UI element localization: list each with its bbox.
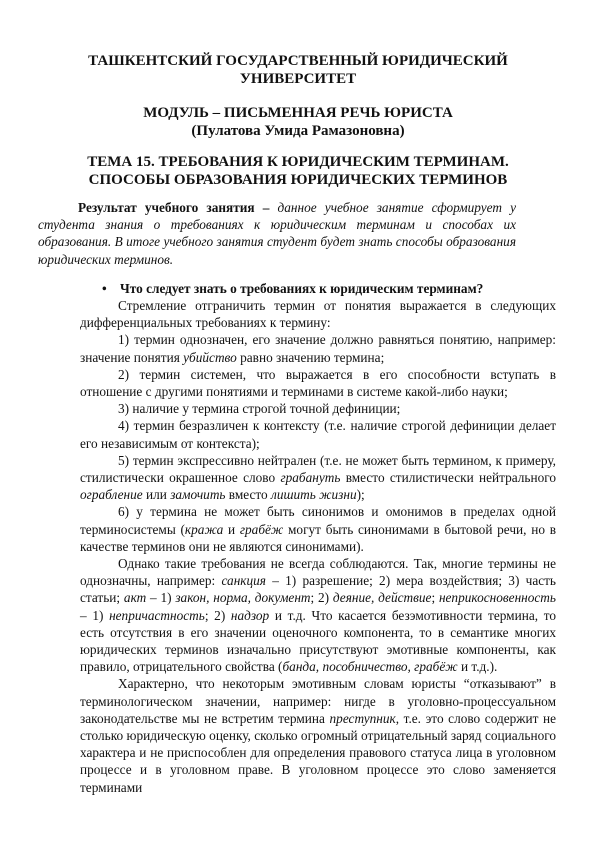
text-run: , т.е. это слово содержит не столько юридическую оценку, сколько огромный отрицательный заряд социального характера и не приспособлен для определения правового статуса лица в уголовном процессе и в уголовном праве. В уголовном процессе это слово заменяется терминами bbox=[80, 710, 556, 795]
module-title bbox=[60, 104, 536, 140]
italic-term: неприкосновенность bbox=[438, 590, 556, 606]
paragraph-item-2: 2) термин системен, что выражается в его способности вступать в отношение с другими понятиями и терминами в системе какой-либо науки; bbox=[80, 366, 556, 400]
university-title: ТАШКЕНТСКИЙ ГОСУДАРСТВЕННЫЙ ЮРИДИЧЕСКИЙ УНИВЕРСИТЕТ bbox=[88, 53, 508, 87]
paragraph-item-1 bbox=[80, 331, 556, 365]
italic-term: кража bbox=[184, 521, 224, 537]
question-heading bbox=[102, 280, 484, 297]
bullet-icon: • bbox=[102, 281, 107, 296]
paragraph-item-3: 3) наличие у термина строгой точной дефиниции; bbox=[118, 401, 401, 417]
module-name: МОДУЛЬ – ПИСЬМЕННАЯ РЕЧЬ ЮРИСТА bbox=[143, 105, 453, 121]
text-run: ); bbox=[356, 487, 365, 503]
text-run: Однако такие требования не всегда соблюдаются. Так, многие термины не однозначны, например: bbox=[80, 556, 556, 589]
text-run: ; 2) bbox=[204, 607, 231, 623]
paragraph-intro: Стремление отграничить термин от понятия выражается в следующих дифференциальных требованиях к термину: bbox=[80, 298, 556, 331]
text-run: 5) термин экспрессивно нейтрален (т.е. не может быть термином, к примеру, стилистически окрашенное слово bbox=[80, 452, 556, 486]
paragraph-exceptions bbox=[80, 555, 556, 675]
italic-term: лишить жизни bbox=[271, 487, 357, 503]
paragraph-item-5 bbox=[80, 452, 556, 504]
text-run: – 1) разрешение; 2) мера воздействия; 3) часть статьи; bbox=[80, 573, 556, 606]
italic-term: грабёж bbox=[239, 521, 284, 537]
text-run: – 1) bbox=[80, 607, 110, 623]
text-run: могут быть синонимами в бытовой речи, но в качестве терминов они не являются синонимами). bbox=[80, 521, 556, 554]
text-run: 6) у термина не может быть синонимов и омонимов в пределах одной терминосистемы ( bbox=[80, 504, 556, 537]
author-name: (Пулатова Умида Рамазоновна) bbox=[191, 123, 405, 139]
text-run: ; bbox=[431, 590, 439, 606]
text-run: и т.д. Что касается безэмотивности термина, то есть отсутствия в его значении оценочного компонента, то в семантике многих юридических терминов изначально присутствуют эмотивные компоненты, как правило, отрицательного свойства ( bbox=[80, 607, 556, 675]
paragraph-item-6 bbox=[80, 503, 556, 555]
italic-term: закон, норма, документ bbox=[175, 590, 311, 606]
paragraph-emotive bbox=[80, 675, 556, 795]
text-run: ; 2) bbox=[310, 590, 333, 606]
text-run: 1) термин однозначен, его значение должно равняться понятию, например: значение понятия bbox=[80, 332, 556, 365]
italic-term: непричастность bbox=[109, 607, 205, 623]
document-body bbox=[80, 297, 556, 796]
learning-outcome-text: данное учебное занятие сформирует у студента знания о требованиях к юридическим терминам и способах их образования. В итоге учебного занятия студент будет знать способы образования юридических терминов. bbox=[38, 200, 516, 267]
text-run: вместо bbox=[225, 487, 272, 503]
italic-term: деяние, действие bbox=[332, 590, 432, 606]
learning-outcome-lead: Результат учебного занятия – bbox=[78, 200, 270, 215]
text-run: Характерно, что некоторым эмотивным словам юристы “отказывают” в терминологическом значении, например: нигде в уголовно-процессуальном законодательстве мы не встретим термина bbox=[80, 676, 556, 726]
text-run: равно значению термина; bbox=[236, 349, 385, 365]
italic-term: преступник bbox=[329, 710, 396, 726]
italic-term: надзор bbox=[230, 607, 270, 623]
learning-outcome bbox=[38, 199, 516, 268]
italic-term: грабануть bbox=[280, 470, 341, 486]
text-run: или bbox=[142, 487, 171, 503]
italic-term: банда, пособничество, грабёж bbox=[282, 659, 458, 675]
italic-term: замочить bbox=[170, 487, 226, 503]
paragraph-item-4: 4) термин безразличен к контексту (т.е. наличие строгой дефиниции делает его независимым от контекста); bbox=[80, 418, 556, 451]
text-run: – 1) bbox=[146, 590, 176, 606]
text-run: и т.д.). bbox=[457, 659, 498, 675]
topic-title: ТЕМА 15. ТРЕБОВАНИЯ К ЮРИДИЧЕСКИМ ТЕРМИНАМ. СПОСОБЫ ОБРАЗОВАНИЯ ЮРИДИЧЕСКИХ ТЕРМИНОВ bbox=[87, 154, 509, 188]
italic-term: ограбление bbox=[80, 487, 143, 503]
italic-term: санкция bbox=[221, 573, 266, 589]
italic-term: акт bbox=[123, 590, 147, 606]
text-run: и bbox=[223, 521, 240, 537]
question-text: Что следует знать о требованиях к юридическим терминам? bbox=[120, 281, 484, 296]
italic-term: убийство bbox=[183, 349, 237, 365]
text-run: вместо стилистически нейтрального bbox=[340, 470, 556, 486]
